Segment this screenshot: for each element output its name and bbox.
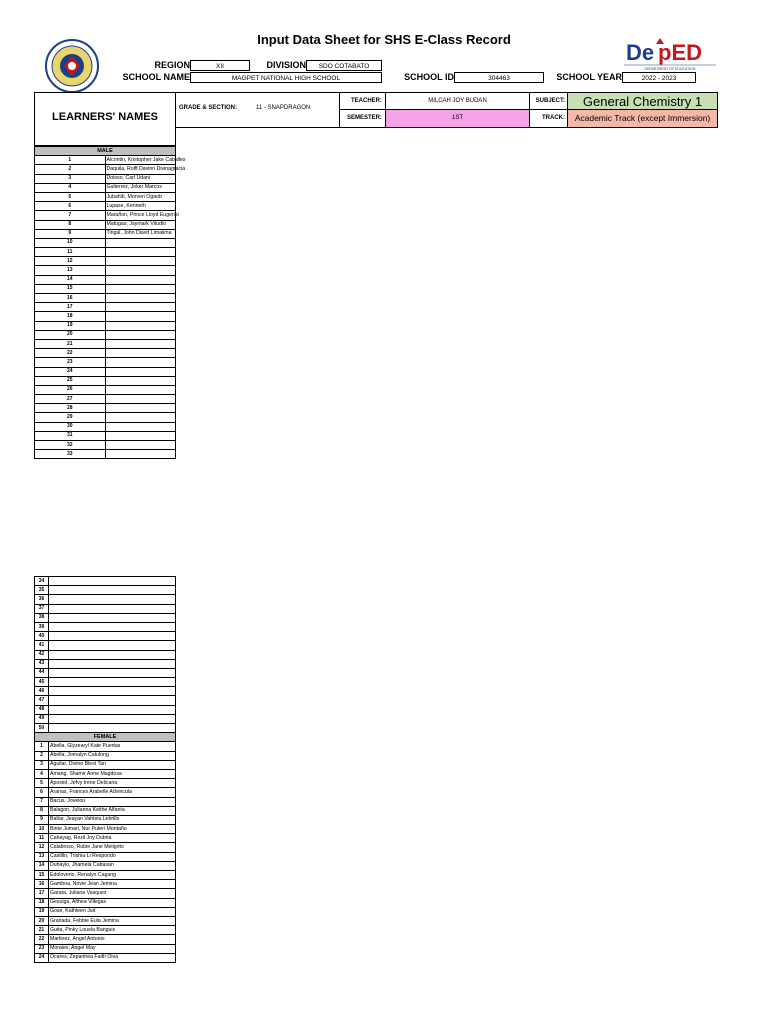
learner-name-cell[interactable]: Martinez, Angel Antonio: [49, 935, 176, 944]
learner-row: [35, 751, 176, 760]
row-number: 36: [35, 595, 49, 604]
learner-name-cell[interactable]: [105, 422, 176, 431]
row-number: 38: [35, 613, 49, 622]
row-number: 24: [35, 367, 106, 376]
row-number: 17: [35, 889, 49, 898]
learner-name-cell[interactable]: Bacus, Jovelou: [49, 797, 176, 806]
row-number: 49: [35, 714, 49, 723]
learner-name-cell[interactable]: [105, 294, 176, 303]
row-number: 16: [35, 880, 49, 889]
subject-label: SUBJECT:: [535, 98, 565, 104]
learner-name-cell[interactable]: Calabroso, Rubie Jane Meligrito: [49, 843, 176, 852]
learner-name-cell[interactable]: [105, 275, 176, 284]
row-number: 8: [35, 220, 106, 229]
semester-field[interactable]: [386, 110, 530, 128]
learner-row: [35, 358, 176, 367]
learners-names-title: LEARNERS' NAMES: [52, 111, 158, 123]
learner-row: [35, 696, 176, 705]
learner-row: [35, 404, 176, 413]
row-number: 27: [35, 395, 106, 404]
grade-section-label: GRADE & SECTION:: [179, 105, 238, 111]
row-number: 37: [35, 604, 49, 613]
learner-row: [35, 284, 176, 293]
learner-row: [35, 880, 176, 889]
row-number: 32: [35, 441, 106, 450]
learner-name-cell[interactable]: [105, 312, 176, 321]
row-number: 47: [35, 696, 49, 705]
row-number: 35: [35, 586, 49, 595]
page-title: Input Data Sheet for SHS E-Class Record: [257, 32, 511, 47]
row-number: 15: [35, 871, 49, 880]
row-number: 14: [35, 861, 49, 870]
learner-row: [35, 871, 176, 880]
learner-name-cell[interactable]: [49, 613, 176, 622]
row-number: 28: [35, 404, 106, 413]
learner-row: [35, 935, 176, 944]
row-number: 46: [35, 687, 49, 696]
row-number: 18: [35, 312, 106, 321]
row-number: 3: [35, 760, 49, 769]
learner-name-cell[interactable]: [105, 385, 176, 394]
row-number: 10: [35, 238, 106, 247]
row-number: 17: [35, 303, 106, 312]
semester-label: SEMESTER:: [346, 115, 382, 121]
row-number: 5: [35, 192, 106, 201]
row-number: 21: [35, 339, 106, 348]
row-number: 41: [35, 641, 49, 650]
learner-name-cell[interactable]: Abella, Glyzearyl Kate Puertas: [49, 742, 176, 751]
learner-name-cell[interactable]: Castillo, Trishia Li Respondo: [49, 852, 176, 861]
section-header-row: [35, 147, 176, 156]
learner-row: [35, 367, 176, 376]
teacher-label: TEACHER:: [351, 98, 382, 104]
learner-row: [35, 248, 176, 257]
learner-row: [35, 953, 176, 962]
row-number: 31: [35, 431, 106, 440]
semester-label-cell: [340, 110, 386, 128]
learner-name-cell[interactable]: [105, 321, 176, 330]
learner-name-cell[interactable]: Lupase, Kenneth: [105, 202, 176, 211]
svg-text:pED: pED: [658, 40, 702, 65]
learner-name-cell[interactable]: [105, 330, 176, 339]
learner-row: [35, 705, 176, 714]
learner-row: [35, 944, 176, 953]
row-number: 4: [35, 769, 49, 778]
learner-name-cell[interactable]: Marañon, Prince Lloyd Eugenio: [105, 211, 176, 220]
learner-name-cell[interactable]: [49, 586, 176, 595]
row-number: 2: [35, 751, 49, 760]
learner-row: [35, 165, 176, 174]
learner-name-cell[interactable]: Alcontin, Kristopher Jake Caballes: [105, 156, 176, 165]
learner-row: [35, 211, 176, 220]
learner-row: [35, 156, 176, 165]
row-number: 22: [35, 935, 49, 944]
row-number: 1: [35, 156, 106, 165]
learner-name-cell[interactable]: [49, 595, 176, 604]
learner-name-cell[interactable]: [105, 349, 176, 358]
row-number: 50: [35, 724, 49, 733]
learner-name-cell[interactable]: [105, 450, 176, 459]
learner-row: [35, 238, 176, 247]
male-learners-table: [34, 146, 186, 459]
track-field[interactable]: Academic Track (except Immersion): [568, 110, 718, 128]
learner-name-cell[interactable]: Duhaylo, Jhamela Cabasan: [49, 861, 176, 870]
row-number: 33: [35, 450, 106, 459]
learner-name-cell[interactable]: Gutierrez, Joker Marcos: [105, 183, 176, 192]
learner-name-cell[interactable]: [105, 266, 176, 275]
learner-row: [35, 861, 176, 870]
region-label: REGION: [154, 60, 190, 70]
row-number: 2: [35, 165, 106, 174]
row-number: 18: [35, 898, 49, 907]
subject-field[interactable]: General Chemistry 1: [568, 92, 718, 110]
learner-row: [35, 916, 176, 925]
learner-row: [35, 797, 176, 806]
learner-row: [35, 852, 176, 861]
learner-name-cell[interactable]: [49, 724, 176, 733]
learner-name-cell[interactable]: [105, 284, 176, 293]
learner-row: [35, 926, 176, 935]
learner-row: [35, 806, 176, 815]
learner-row: [35, 395, 176, 404]
learner-row: [35, 577, 176, 586]
learner-name-cell[interactable]: [49, 668, 176, 677]
learner-name-cell[interactable]: [49, 705, 176, 714]
row-number: 34: [35, 577, 49, 586]
learner-name-cell[interactable]: Abella, Jomalyn Catulong: [49, 751, 176, 760]
track-label: TRACK:: [542, 115, 565, 121]
learner-row: [35, 321, 176, 330]
learner-row: [35, 275, 176, 284]
row-number: 40: [35, 632, 49, 641]
row-number: 19: [35, 321, 106, 330]
learner-name-cell[interactable]: Cahayag, Rezil Joy Dubria: [49, 834, 176, 843]
learner-row: [35, 889, 176, 898]
learner-row: [35, 202, 176, 211]
region-field[interactable]: XII: [190, 60, 250, 71]
row-number: 7: [35, 211, 106, 220]
learner-name-cell[interactable]: Aranas, Frances Arabelle Advincula: [49, 788, 176, 797]
row-number: 11: [35, 248, 106, 257]
learner-name-cell[interactable]: [105, 413, 176, 422]
learner-row: [35, 760, 176, 769]
row-number: 9: [35, 229, 106, 238]
row-number: 11: [35, 834, 49, 843]
division-field[interactable]: SDO COTABATO: [306, 60, 382, 71]
row-number: 3: [35, 174, 106, 183]
learner-row: [35, 907, 176, 916]
row-number: 29: [35, 413, 106, 422]
learner-name-cell[interactable]: [49, 577, 176, 586]
learner-name-cell[interactable]: Aguilar, Divine Blest Tan: [49, 760, 176, 769]
learner-row: [35, 843, 176, 852]
learner-name-cell[interactable]: Apostol, Jefvy Irene Delicana: [49, 779, 176, 788]
teacher-label-cell: [340, 92, 386, 110]
learner-row: [35, 825, 176, 834]
learner-name-cell[interactable]: Baltar, Jeayan Vahleia Lebrillo: [49, 815, 176, 824]
school-year-label: SCHOOL YEAR: [556, 72, 622, 82]
row-number: 6: [35, 788, 49, 797]
male-learners-continued-table: [34, 576, 176, 963]
learner-row: [35, 220, 176, 229]
learner-name-cell[interactable]: Granada, Febbie Eula Jemina: [49, 916, 176, 925]
learner-name-cell[interactable]: Garata, Juliana Vasquez: [49, 889, 176, 898]
learner-row: [35, 650, 176, 659]
learner-row: [35, 586, 176, 595]
semester-value: 1ST: [451, 115, 463, 121]
learner-name-cell[interactable]: [49, 659, 176, 668]
learner-name-cell[interactable]: [105, 339, 176, 348]
learner-row: [35, 604, 176, 613]
learner-row: [35, 174, 176, 183]
learner-row: [35, 613, 176, 622]
learner-row: [35, 183, 176, 192]
learner-row: [35, 668, 176, 677]
learner-name-cell[interactable]: Doloso, Carl Udani: [105, 174, 176, 183]
row-number: 48: [35, 705, 49, 714]
row-number: 42: [35, 650, 49, 659]
learner-row: [35, 431, 176, 440]
learner-row: [35, 303, 176, 312]
learner-name-cell[interactable]: Binte Jumari, Nur Puteri Montaño: [49, 825, 176, 834]
row-number: 24: [35, 953, 49, 962]
row-number: 20: [35, 916, 49, 925]
subject-label-cell: [530, 92, 568, 110]
school-id-label: SCHOOL ID: [404, 72, 454, 82]
row-number: 26: [35, 385, 106, 394]
school-year-field[interactable]: 2022 - 2023: [622, 72, 696, 83]
row-number: 19: [35, 907, 49, 916]
section-header: MALE: [35, 147, 176, 156]
learner-row: [35, 659, 176, 668]
learner-name-cell[interactable]: [105, 358, 176, 367]
row-number: 22: [35, 349, 106, 358]
row-number: 21: [35, 926, 49, 935]
learner-row: [35, 724, 176, 733]
row-number: 14: [35, 275, 106, 284]
learner-name-cell[interactable]: [49, 641, 176, 650]
learner-row: [35, 779, 176, 788]
row-number: 39: [35, 622, 49, 631]
learner-name-cell[interactable]: [49, 696, 176, 705]
row-number: 6: [35, 202, 106, 211]
learner-name-cell[interactable]: [105, 376, 176, 385]
learner-row: [35, 376, 176, 385]
grade-section-block: [176, 92, 340, 128]
learner-row: [35, 622, 176, 631]
learner-row: [35, 742, 176, 751]
learner-row: [35, 330, 176, 339]
learner-name-cell[interactable]: [105, 303, 176, 312]
learner-name-cell[interactable]: [105, 395, 176, 404]
school-name-label: SCHOOL NAME: [122, 72, 190, 82]
learner-name-cell[interactable]: Guita, Pinky Louela Banguis: [49, 926, 176, 935]
row-number: 44: [35, 668, 49, 677]
learner-row: [35, 450, 176, 459]
learner-row: [35, 385, 176, 394]
learner-row: [35, 294, 176, 303]
learner-row: [35, 769, 176, 778]
learner-row: [35, 266, 176, 275]
learner-row: [35, 678, 176, 687]
learner-row: [35, 441, 176, 450]
learner-row: [35, 192, 176, 201]
row-number: 9: [35, 815, 49, 824]
learner-row: [35, 687, 176, 696]
learner-name-cell[interactable]: Gesulga, Althea Villegas: [49, 898, 176, 907]
row-number: 15: [35, 284, 106, 293]
learner-row: [35, 312, 176, 321]
learner-name-cell[interactable]: [49, 622, 176, 631]
learner-name-cell[interactable]: [49, 687, 176, 696]
division-label: DIVISION: [266, 60, 306, 70]
learner-row: [35, 898, 176, 907]
learner-name-cell[interactable]: Ocares, Zepanhea Faith Oiva: [49, 953, 176, 962]
learner-name-cell[interactable]: [49, 714, 176, 723]
learner-row: [35, 788, 176, 797]
row-number: 16: [35, 294, 106, 303]
learner-name-cell[interactable]: [49, 632, 176, 641]
learner-row: [35, 834, 176, 843]
learner-row: [35, 422, 176, 431]
learner-row: [35, 815, 176, 824]
section-header-row: [35, 733, 176, 742]
row-number: 8: [35, 806, 49, 815]
learner-name-cell[interactable]: [105, 248, 176, 257]
section-header: FEMALE: [35, 733, 176, 742]
learner-name-cell[interactable]: [105, 238, 176, 247]
row-number: 12: [35, 843, 49, 852]
learner-name-cell[interactable]: Tingal, John David Limalima: [105, 229, 176, 238]
row-number: 23: [35, 944, 49, 953]
row-number: 25: [35, 376, 106, 385]
learner-name-cell[interactable]: Gose, Kathleen Juit: [49, 907, 176, 916]
learner-name-cell[interactable]: [105, 404, 176, 413]
learner-name-cell[interactable]: Amang, Shamir Anne Magdosa: [49, 769, 176, 778]
row-number: 13: [35, 266, 106, 275]
row-number: 43: [35, 659, 49, 668]
row-number: 10: [35, 825, 49, 834]
learner-name-cell[interactable]: [49, 604, 176, 613]
learner-name-cell[interactable]: Balagon, Julianna Keithe Alfanta: [49, 806, 176, 815]
learners-names-header: [34, 92, 176, 146]
learner-name-cell[interactable]: Edoloverio, Renalyn Cagang: [49, 871, 176, 880]
learner-name-cell[interactable]: Morales, Angel May: [49, 944, 176, 953]
row-number: 23: [35, 358, 106, 367]
learner-name-cell[interactable]: [105, 367, 176, 376]
learner-row: [35, 413, 176, 422]
learner-name-cell[interactable]: Gamboa, Novie Jean Jemina: [49, 880, 176, 889]
learner-row: [35, 349, 176, 358]
learner-row: [35, 714, 176, 723]
learner-row: [35, 339, 176, 348]
learner-name-cell[interactable]: [49, 650, 176, 659]
row-number: 20: [35, 330, 106, 339]
learner-row: [35, 632, 176, 641]
teacher-field[interactable]: [386, 92, 530, 110]
row-number: 7: [35, 797, 49, 806]
svg-text:DEPARTMENT OF EDUCATION: DEPARTMENT OF EDUCATION: [644, 67, 696, 71]
school-id-field[interactable]: 304463: [454, 72, 544, 83]
teacher-value: MILCAH JOY BUDAN: [428, 98, 487, 104]
row-number: 5: [35, 779, 49, 788]
row-number: 30: [35, 422, 106, 431]
learner-row: [35, 595, 176, 604]
learner-row: [35, 229, 176, 238]
grade-section-value[interactable]: 11 - SNAPDRAGON: [256, 105, 311, 111]
learner-row: [35, 257, 176, 266]
svg-text:De: De: [626, 40, 655, 65]
learner-name-cell[interactable]: [49, 678, 176, 687]
track-label-cell: [530, 110, 568, 128]
row-number: 4: [35, 183, 106, 192]
learner-name-cell[interactable]: [105, 431, 176, 440]
row-number: 13: [35, 852, 49, 861]
row-number: 45: [35, 678, 49, 687]
learner-name-cell[interactable]: [105, 257, 176, 266]
learner-name-cell[interactable]: [105, 441, 176, 450]
learner-row: [35, 641, 176, 650]
learner-name-cell[interactable]: Jubahib, Morven Ogaob: [105, 192, 176, 201]
row-number: 1: [35, 742, 49, 751]
row-number: 12: [35, 257, 106, 266]
learner-name-cell[interactable]: Matugas, Jaymark Vitudio: [105, 220, 176, 229]
learner-name-cell[interactable]: Daquila, Rolff Davinn Divinagracia: [105, 165, 176, 174]
school-name-field[interactable]: MAGPET NATIONAL HIGH SCHOOL: [190, 72, 382, 83]
